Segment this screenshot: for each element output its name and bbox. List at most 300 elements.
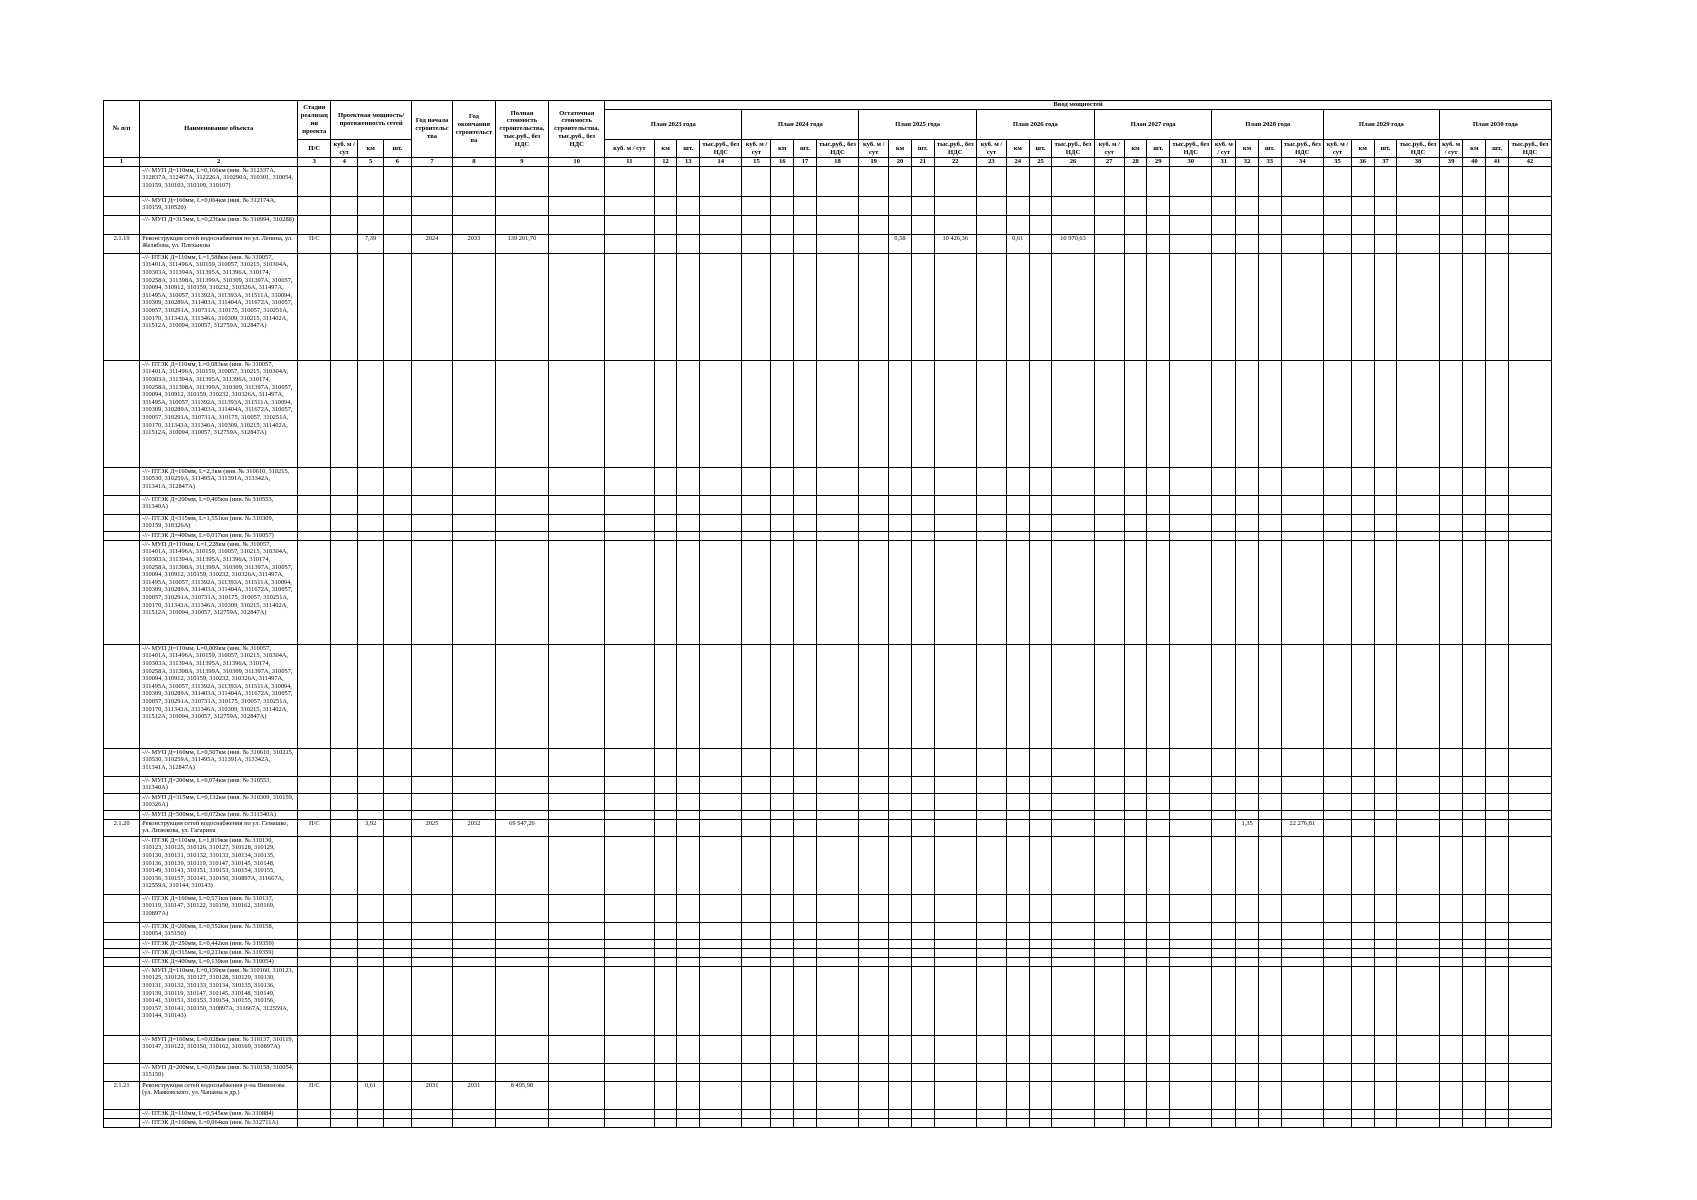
table-cell xyxy=(1463,1063,1486,1081)
table-cell xyxy=(1351,1063,1374,1081)
table-cell xyxy=(1463,966,1486,1035)
table-cell xyxy=(1397,467,1439,495)
table-cell xyxy=(1029,957,1052,966)
stage-cell xyxy=(298,215,331,234)
column-number: 27 xyxy=(1094,158,1124,167)
table-cell xyxy=(1374,495,1397,514)
table-cell xyxy=(859,467,889,495)
table-cell xyxy=(549,948,605,957)
sub-capacity: куб. м / сут xyxy=(1212,140,1236,158)
table-cell xyxy=(1170,166,1212,196)
table-row xyxy=(104,810,1552,819)
table-cell xyxy=(816,894,858,922)
table-cell xyxy=(1236,793,1259,810)
table-cell xyxy=(654,836,677,894)
row-number xyxy=(104,748,140,776)
table-cell xyxy=(384,495,412,514)
table-cell xyxy=(816,166,858,196)
full-cost-cell xyxy=(495,957,549,966)
table-cell xyxy=(654,748,677,776)
table-cell xyxy=(1324,1063,1352,1081)
table-cell xyxy=(1236,360,1259,467)
table-cell xyxy=(1052,531,1094,540)
table-cell xyxy=(816,215,858,234)
column-number: 20 xyxy=(889,158,912,167)
table-cell xyxy=(700,939,742,948)
table-cell xyxy=(1170,644,1212,748)
table-cell xyxy=(1124,360,1147,467)
length-km-cell xyxy=(358,922,384,939)
table-cell xyxy=(677,215,700,234)
table-cell xyxy=(934,966,976,1035)
table-cell xyxy=(976,1035,1006,1063)
table-cell xyxy=(677,836,700,894)
table-cell xyxy=(700,810,742,819)
table-cell xyxy=(677,1081,700,1109)
table-cell xyxy=(794,360,817,467)
start-year-cell xyxy=(411,939,452,948)
table-cell xyxy=(700,966,742,1035)
table-cell xyxy=(816,819,858,836)
table-cell xyxy=(976,644,1006,748)
table-cell xyxy=(1508,939,1551,948)
plan-value-cell: 22 276,81 xyxy=(1281,819,1323,836)
table-cell xyxy=(1508,1118,1551,1127)
table-cell xyxy=(742,793,771,810)
table-cell xyxy=(1258,166,1281,196)
table-cell xyxy=(1029,540,1052,644)
table-row xyxy=(104,234,1552,253)
table-cell xyxy=(1463,514,1486,531)
table-cell xyxy=(677,360,700,467)
table-cell xyxy=(549,957,605,966)
table-cell xyxy=(771,234,794,253)
table-cell xyxy=(1463,793,1486,810)
table-cell xyxy=(1006,467,1029,495)
table-cell xyxy=(1006,1035,1029,1063)
object-name: -//- ПТЭК Д=250мм, L=0,442км (инв. № 319359) xyxy=(140,939,298,948)
table-cell xyxy=(1486,540,1509,644)
table-cell xyxy=(549,819,605,836)
table-cell xyxy=(1508,1109,1551,1118)
table-cell xyxy=(934,644,976,748)
table-cell xyxy=(1006,748,1029,776)
table-cell xyxy=(889,894,912,922)
table-cell xyxy=(1147,467,1170,495)
table-cell xyxy=(742,810,771,819)
table-cell xyxy=(605,166,655,196)
table-cell xyxy=(859,748,889,776)
table-cell xyxy=(605,253,655,360)
table-cell xyxy=(1170,966,1212,1035)
table-cell xyxy=(331,514,358,531)
table-cell xyxy=(1006,939,1029,948)
table-cell xyxy=(889,215,912,234)
table-cell xyxy=(1147,1118,1170,1127)
table-cell xyxy=(794,939,817,948)
table-cell xyxy=(1463,1118,1486,1127)
table-cell xyxy=(1439,1063,1463,1081)
table-cell xyxy=(934,514,976,531)
table-cell xyxy=(1147,531,1170,540)
length-km-cell xyxy=(358,360,384,467)
table-cell xyxy=(1006,531,1029,540)
table-cell xyxy=(1351,776,1374,793)
table-row xyxy=(104,836,1552,894)
table-cell xyxy=(384,467,412,495)
table-cell xyxy=(859,360,889,467)
table-cell xyxy=(1281,1081,1323,1109)
table-cell xyxy=(1439,819,1463,836)
year-header: План 2024 года xyxy=(742,110,859,140)
table-cell xyxy=(934,1081,976,1109)
stage-cell xyxy=(298,1109,331,1118)
full-cost-cell xyxy=(495,836,549,894)
table-cell xyxy=(771,1063,794,1081)
table-cell xyxy=(976,810,1006,819)
table-cell xyxy=(605,467,655,495)
table-cell xyxy=(1212,531,1236,540)
table-cell xyxy=(1212,540,1236,644)
length-km-cell: 3,92 xyxy=(358,819,384,836)
table-cell xyxy=(1508,819,1551,836)
sub-pcs: шт. xyxy=(911,140,934,158)
table-cell xyxy=(1324,360,1352,467)
table-cell xyxy=(1094,894,1124,922)
table-cell xyxy=(1006,1109,1029,1118)
table-cell xyxy=(1508,360,1551,467)
table-cell xyxy=(1236,495,1259,514)
table-cell xyxy=(1374,644,1397,748)
table-cell xyxy=(549,966,605,1035)
table-cell xyxy=(384,540,412,644)
table-cell xyxy=(976,215,1006,234)
table-cell xyxy=(889,922,912,939)
table-cell xyxy=(889,939,912,948)
table-cell xyxy=(1463,1035,1486,1063)
table-cell xyxy=(1397,196,1439,215)
stage-cell xyxy=(298,966,331,1035)
full-cost-cell xyxy=(495,966,549,1035)
table-cell xyxy=(1351,495,1374,514)
table-cell xyxy=(384,215,412,234)
start-year-cell xyxy=(411,360,452,467)
table-cell xyxy=(1212,495,1236,514)
table-cell xyxy=(1236,836,1259,894)
end-year-cell xyxy=(453,836,495,894)
table-cell xyxy=(605,234,655,253)
table-cell xyxy=(1508,644,1551,748)
length-km-cell xyxy=(358,793,384,810)
row-number xyxy=(104,836,140,894)
table-cell xyxy=(1281,234,1323,253)
table-cell xyxy=(934,1063,976,1081)
table-cell xyxy=(331,234,358,253)
table-cell xyxy=(816,776,858,793)
table-cell xyxy=(1147,776,1170,793)
stage-cell xyxy=(298,810,331,819)
table-cell xyxy=(1439,1118,1463,1127)
table-cell xyxy=(1124,215,1147,234)
table-cell xyxy=(700,948,742,957)
table-cell xyxy=(794,215,817,234)
header-stage: Стадия реализации проекта xyxy=(298,101,331,140)
table-cell xyxy=(1029,196,1052,215)
table-cell xyxy=(1439,793,1463,810)
table-cell xyxy=(1324,495,1352,514)
table-cell xyxy=(976,166,1006,196)
table-cell xyxy=(384,514,412,531)
table-cell xyxy=(1486,467,1509,495)
table-cell xyxy=(976,514,1006,531)
table-cell xyxy=(1508,514,1551,531)
table-cell xyxy=(1236,1109,1259,1118)
table-cell xyxy=(1170,234,1212,253)
table-cell xyxy=(1439,939,1463,948)
table-cell xyxy=(976,1118,1006,1127)
table-cell xyxy=(1374,1118,1397,1127)
table-cell xyxy=(654,215,677,234)
table-cell xyxy=(1281,1035,1323,1063)
table-cell xyxy=(1463,810,1486,819)
table-cell xyxy=(1147,966,1170,1035)
end-year-cell xyxy=(453,748,495,776)
table-cell xyxy=(1439,215,1463,234)
table-cell xyxy=(654,253,677,360)
table-cell xyxy=(1212,215,1236,234)
end-year-cell xyxy=(453,1118,495,1127)
table-cell xyxy=(677,966,700,1035)
table-cell xyxy=(1258,540,1281,644)
table-cell xyxy=(1463,894,1486,922)
table-cell xyxy=(1124,836,1147,894)
table-cell xyxy=(1463,215,1486,234)
table-cell xyxy=(771,1118,794,1127)
object-name: Реконструкция сетей водоснабжения р-на Пименова (ул. Маяковского, ул. Чапаева и др.) xyxy=(140,1081,298,1109)
table-cell xyxy=(1397,748,1439,776)
table-cell xyxy=(771,166,794,196)
table-cell xyxy=(654,514,677,531)
end-year-cell: 2031 xyxy=(453,1081,495,1109)
table-cell xyxy=(1170,939,1212,948)
table-cell xyxy=(677,467,700,495)
table-cell xyxy=(1124,1063,1147,1081)
length-km-cell xyxy=(358,253,384,360)
table-cell xyxy=(384,166,412,196)
sub-km: км xyxy=(1124,140,1147,158)
table-cell xyxy=(742,819,771,836)
table-cell xyxy=(605,196,655,215)
table-cell xyxy=(1463,836,1486,894)
table-cell xyxy=(1052,776,1094,793)
table-cell xyxy=(742,948,771,957)
table-cell xyxy=(1397,776,1439,793)
table-row xyxy=(104,514,1552,531)
table-cell xyxy=(331,1035,358,1063)
table-cell xyxy=(1236,922,1259,939)
table-cell xyxy=(1397,166,1439,196)
table-cell xyxy=(1397,495,1439,514)
start-year-cell: 2025 xyxy=(411,819,452,836)
table-cell xyxy=(816,1081,858,1109)
table-cell xyxy=(1463,166,1486,196)
column-number: 24 xyxy=(1006,158,1029,167)
table-cell xyxy=(700,166,742,196)
table-cell xyxy=(1147,939,1170,948)
table-cell xyxy=(911,531,934,540)
table-cell xyxy=(859,894,889,922)
table-cell xyxy=(1486,360,1509,467)
table-cell xyxy=(816,360,858,467)
table-cell xyxy=(1170,495,1212,514)
object-name: -//- МУП Д=110мм, L=0,009км (инв. № 310057, 311401А, 311496А, 310159, 310057, 310215, 310304А, 310303А, 311394А, 311395А, 311396А, 310174, 310258А, 311398А, 311399А, 310309, 311397А, 310057, 310094, 310912, 310159, 310232, 310326А, 311497А, 311495А, 310057, 311392А, 311393А, 311511А, 310094, 310309, 310289А, 311403А, 311404А, 311672А, 310057, 310057, 310291А, 310731А, 310175, 310057, 310251А, 310170, 311343А, 311346А, 310309, 310215, 311402А, 311512А, 310094, 310057, 312759А, 312847А) xyxy=(140,644,298,748)
header-start-year: Год начала строительства xyxy=(411,101,452,158)
full-cost-cell xyxy=(495,644,549,748)
table-cell xyxy=(700,540,742,644)
table-cell xyxy=(700,360,742,467)
table-cell xyxy=(605,495,655,514)
table-cell xyxy=(1212,1035,1236,1063)
table-cell xyxy=(976,793,1006,810)
table-cell xyxy=(859,819,889,836)
table-cell xyxy=(700,836,742,894)
table-cell xyxy=(1236,966,1259,1035)
table-cell xyxy=(549,253,605,360)
table-row xyxy=(104,166,1552,196)
stage-cell xyxy=(298,793,331,810)
table-cell xyxy=(1351,644,1374,748)
end-year-cell xyxy=(453,531,495,540)
table-cell xyxy=(1147,495,1170,514)
table-cell xyxy=(1508,748,1551,776)
row-number xyxy=(104,495,140,514)
table-cell xyxy=(1324,166,1352,196)
table-cell xyxy=(654,196,677,215)
table-cell xyxy=(1147,215,1170,234)
table-cell xyxy=(1170,948,1212,957)
object-name: -//- МУП Д=110мм, L=0,166км (инв. № 312337А, 312837А, 312467А, 312226А, 310290А, 310301, 310054, 310159, 310103, 310109, 310107) xyxy=(140,166,298,196)
table-cell xyxy=(1463,531,1486,540)
column-number: 11 xyxy=(605,158,655,167)
table-cell xyxy=(911,1118,934,1127)
table-cell xyxy=(859,957,889,966)
table-cell xyxy=(742,1109,771,1118)
table-cell xyxy=(1236,748,1259,776)
table-cell xyxy=(1486,776,1509,793)
sub-capacity: куб. м / сут xyxy=(1324,140,1352,158)
column-number: 16 xyxy=(771,158,794,167)
end-year-cell xyxy=(453,196,495,215)
table-cell xyxy=(889,514,912,531)
table-cell xyxy=(1094,948,1124,957)
table-cell xyxy=(794,836,817,894)
table-cell xyxy=(1486,894,1509,922)
table-row xyxy=(104,1035,1552,1063)
start-year-cell xyxy=(411,922,452,939)
year-header: План 2029 года xyxy=(1324,110,1440,140)
table-cell xyxy=(911,836,934,894)
row-number xyxy=(104,810,140,819)
table-cell xyxy=(1258,776,1281,793)
column-number: 38 xyxy=(1397,158,1439,167)
table-cell xyxy=(1170,776,1212,793)
sub-km: км xyxy=(358,140,384,158)
table-cell xyxy=(794,776,817,793)
length-km-cell xyxy=(358,1109,384,1118)
table-cell xyxy=(654,166,677,196)
table-cell xyxy=(1324,922,1352,939)
object-name: -//- МУП Д=160мм, L=0,064км (инв. № 312174А, 310159, 310520) xyxy=(140,196,298,215)
table-cell xyxy=(1147,514,1170,531)
table-cell xyxy=(976,253,1006,360)
table-cell xyxy=(1463,234,1486,253)
table-cell xyxy=(1281,540,1323,644)
column-number: 35 xyxy=(1324,158,1352,167)
end-year-cell xyxy=(453,514,495,531)
table-cell xyxy=(384,894,412,922)
start-year-cell xyxy=(411,957,452,966)
table-cell xyxy=(331,836,358,894)
length-km-cell: 0,61 xyxy=(358,1081,384,1109)
table-cell xyxy=(605,810,655,819)
table-cell xyxy=(549,793,605,810)
table-cell xyxy=(1374,1081,1397,1109)
table-cell xyxy=(1258,253,1281,360)
table-cell xyxy=(1486,196,1509,215)
table-cell xyxy=(1351,810,1374,819)
table-cell xyxy=(1236,776,1259,793)
table-cell xyxy=(605,1109,655,1118)
table-cell xyxy=(1029,810,1052,819)
table-cell xyxy=(1439,922,1463,939)
table-cell xyxy=(1351,253,1374,360)
plan-value-cell: 10 970,63 xyxy=(1052,234,1094,253)
table-cell xyxy=(816,1035,858,1063)
table-cell xyxy=(1170,1035,1212,1063)
row-number xyxy=(104,1035,140,1063)
full-cost-cell xyxy=(495,748,549,776)
table-cell xyxy=(605,776,655,793)
table-cell xyxy=(1397,793,1439,810)
length-km-cell xyxy=(358,495,384,514)
table-cell xyxy=(1258,1118,1281,1127)
table-cell xyxy=(1006,922,1029,939)
row-number xyxy=(104,922,140,939)
table-cell xyxy=(677,644,700,748)
table-cell xyxy=(816,836,858,894)
table-cell xyxy=(1397,540,1439,644)
start-year-cell xyxy=(411,644,452,748)
table-cell xyxy=(549,540,605,644)
table-cell xyxy=(934,253,976,360)
table-cell xyxy=(1374,748,1397,776)
table-cell xyxy=(911,1081,934,1109)
table-cell xyxy=(859,1063,889,1081)
year-header: План 2027 года xyxy=(1094,110,1212,140)
full-cost-cell: 139 201,70 xyxy=(495,234,549,253)
table-cell xyxy=(1052,966,1094,1035)
table-cell xyxy=(1439,234,1463,253)
table-cell xyxy=(1029,836,1052,894)
table-cell xyxy=(934,196,976,215)
table-cell xyxy=(1439,966,1463,1035)
table-row xyxy=(104,540,1552,644)
start-year-cell xyxy=(411,1035,452,1063)
stage-cell xyxy=(298,939,331,948)
table-cell xyxy=(1486,939,1509,948)
table-cell xyxy=(1324,793,1352,810)
table-cell xyxy=(384,1109,412,1118)
